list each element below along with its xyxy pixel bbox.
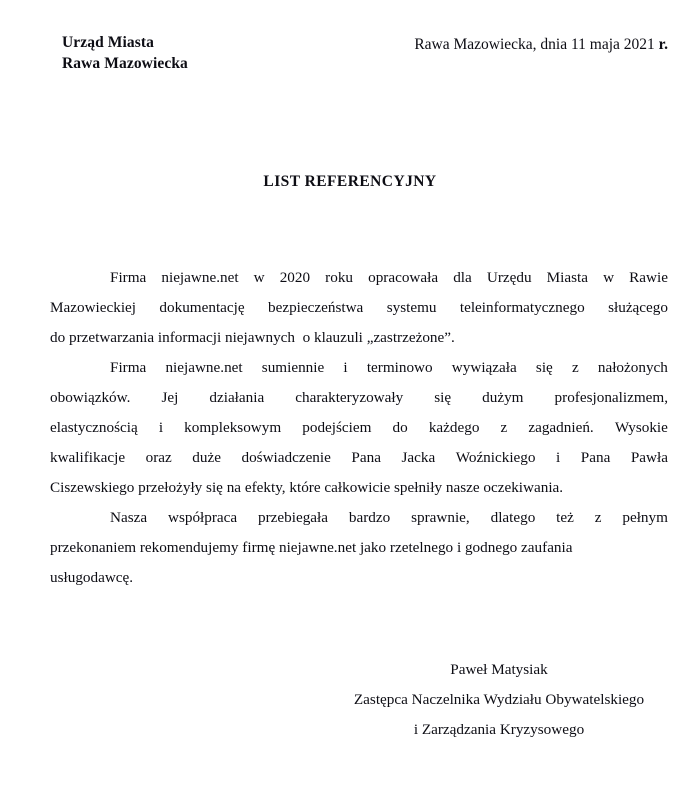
organization-line: Urząd Miasta [62, 34, 155, 51]
text-line: do przetwarzania informacji niejawnych o klauzuli „zastrzeżone”. [50, 329, 455, 346]
text-word: Firma [110, 269, 147, 286]
text-word: Jej [161, 389, 179, 406]
text-word: dla [453, 269, 472, 286]
signatory-name: Paweł Matysiak [450, 661, 548, 678]
text-word: pełnym [622, 509, 668, 526]
text-word: elastycznością [50, 419, 138, 436]
text-word: do [392, 419, 408, 436]
letter-header [0, 32, 700, 88]
text-word: dokumentację [159, 299, 245, 316]
text-word: się [434, 389, 452, 406]
text-word: i [158, 419, 164, 436]
text-word: dużym [482, 389, 524, 406]
text-word: się [535, 359, 553, 376]
paragraph-2 [50, 353, 668, 503]
issuing-organization [62, 32, 188, 74]
text-word: charakteryzowały [295, 389, 404, 406]
text-line: Ciszewskiego przełożyły się na efekty, które całkowicie spełniły nasze oczekiwania. [50, 479, 564, 496]
text-word: Pana [580, 449, 611, 466]
paragraph-3 [50, 503, 668, 593]
text-word: oraz [145, 449, 172, 466]
text-word: też [556, 509, 574, 526]
text-word: podejściem [302, 419, 372, 436]
text-word: służącego [608, 299, 668, 316]
text-word: niejawne.net [161, 269, 239, 286]
text-line [50, 503, 668, 533]
text-word: opracowała [368, 269, 439, 286]
text-word: Rawie [629, 269, 668, 286]
text-word: sumiennie [261, 359, 325, 376]
text-word: i [556, 449, 561, 466]
text-word: Pana [351, 449, 381, 466]
text-line [50, 293, 668, 323]
text-word: działania [209, 389, 265, 406]
text-line [50, 383, 668, 413]
organization-line: Rawa Mazowiecka [62, 55, 188, 72]
text-line [50, 263, 668, 293]
text-word: każdego [428, 419, 480, 436]
text-word: przebiegała [258, 509, 329, 526]
text-word: wywiązała [451, 359, 517, 376]
text-word: Wysokie [614, 419, 668, 436]
text-word: sprawnie, [411, 509, 470, 526]
text-word: w [603, 269, 615, 286]
text-word: obowiązków. [50, 389, 131, 406]
text-line [50, 413, 668, 443]
paragraph-1 [50, 263, 668, 353]
text-word: współpraca [167, 509, 238, 526]
text-word: duże [192, 449, 221, 466]
text-word: terminowo [366, 359, 433, 376]
place-and-date [414, 34, 668, 55]
text-word: Mazowieckiej [50, 299, 137, 316]
text-word: dlatego [490, 509, 536, 526]
text-word: zagadnień. [528, 419, 594, 436]
page-title: LIST REFERENCYJNY [263, 173, 437, 190]
signature-block [330, 655, 668, 745]
text-word: Miasta [546, 269, 588, 286]
text-word: doświadczenie [241, 449, 331, 466]
text-word: i [343, 359, 348, 376]
text-word: roku [325, 269, 354, 286]
signatory-title-line: Zastępca Naczelnika Wydziału Obywatelskiego [353, 691, 645, 708]
signatory-title-line: i Zarządzania Kryzysowego [413, 721, 585, 738]
text-word: systemu [386, 299, 437, 316]
date-suffix: r. [658, 36, 668, 53]
text-word: Jacka [401, 449, 436, 466]
text-line: usługodawcę. [50, 569, 134, 586]
text-word: Firma [110, 359, 147, 376]
letter-body [50, 263, 668, 593]
text-line: przekonaniem rekomendujemy firmę niejawne.net jako rzetelnego i godnego zaufania [50, 539, 573, 556]
text-word: nałożonych [597, 359, 668, 376]
text-word: z [571, 359, 579, 376]
text-word: Urzędu [486, 269, 532, 286]
text-word: Woźnickiego [455, 449, 536, 466]
place-and-date-text: Rawa Mazowiecka, dnia 11 maja 2021 [414, 36, 655, 53]
text-word: w [253, 269, 265, 286]
text-word: kompleksowym [184, 419, 282, 436]
text-word: z [594, 509, 602, 526]
text-word: bezpieczeństwa [268, 299, 364, 316]
text-word: teleinformatycznego [459, 299, 585, 316]
text-line [50, 353, 668, 383]
text-word: 2020 [279, 269, 311, 286]
text-word: Nasza [110, 509, 148, 526]
text-word: profesjonalizmem, [554, 389, 668, 406]
text-word: Pawła [630, 449, 668, 466]
text-word: bardzo [348, 509, 391, 526]
text-word: z [500, 419, 508, 436]
text-line [50, 443, 668, 473]
text-word: kwalifikacje [50, 449, 126, 466]
text-word: niejawne.net [165, 359, 243, 376]
